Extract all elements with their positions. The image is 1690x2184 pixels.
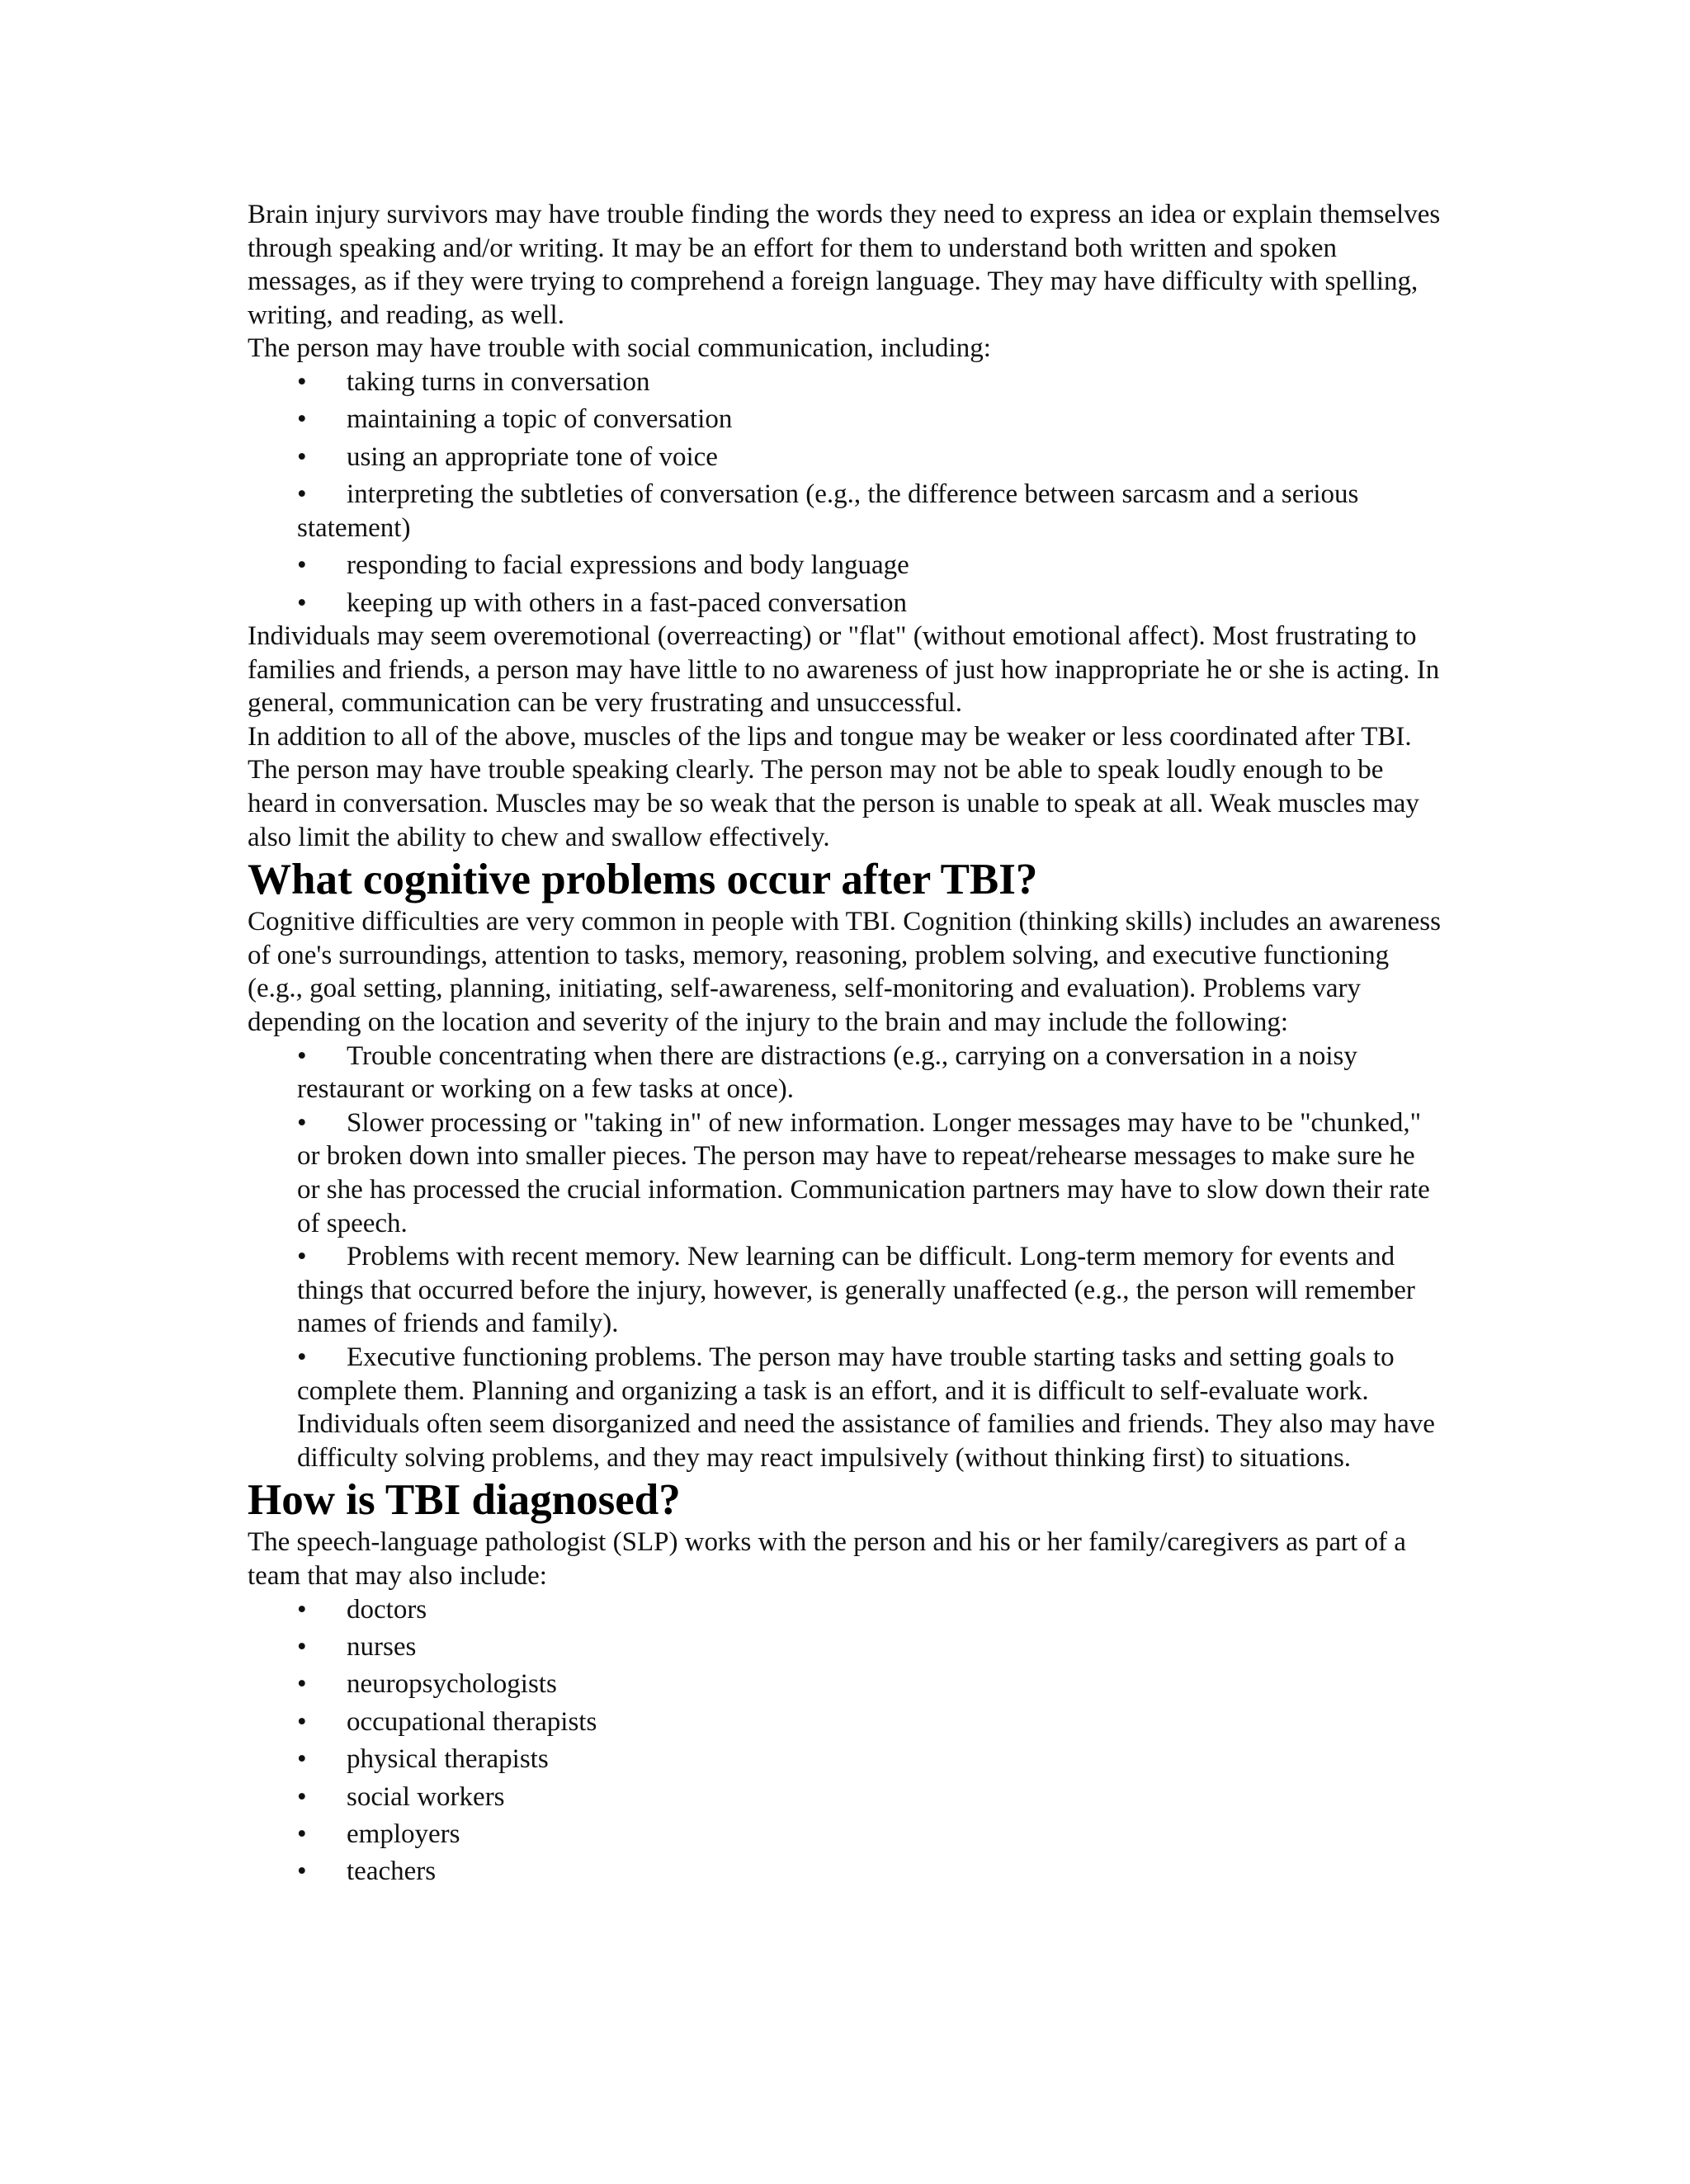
- bullet-icon: •: [297, 1669, 307, 1700]
- cognitive-problems-list: [248, 1040, 1444, 1475]
- bullet-icon: •: [297, 1107, 307, 1138]
- social-communication-list: [248, 366, 1444, 620]
- list-item: • Slower processing or "taking in" of new information. Longer messages may have to be "chunked," or broken down into smaller pieces. The person may have to repeat/rehearse messages to make sure he or she has processed the crucial information. Communication partners may have to slow down their rate of speech.: [297, 1107, 1430, 1238]
- paragraph-word-finding: Brain injury survivors may have trouble finding the words they need to express an idea or explain themselves through speaking and/or writing. It may be an effort for them to understand both written and spoken messages, as if they were trying to comprehend a foreign language. They may have difficulty with spelling, writing, and reading, as well.: [248, 200, 1441, 330]
- bullet-icon: •: [297, 1040, 307, 1071]
- list-item: • maintaining a topic of conversation: [297, 403, 1444, 436]
- list-item: • Problems with recent memory. New learning can be difficult. Long-term memory for events and things that occurred before the injury, however, is generally unaffected (e.g., the person will remember names of friends and family).: [297, 1242, 1415, 1339]
- list-item: • physical therapists: [297, 1743, 1444, 1776]
- document-page: [248, 198, 1444, 1889]
- bullet-icon: •: [297, 366, 307, 397]
- bullet-icon: •: [297, 1631, 307, 1662]
- list-item: • doctors: [297, 1593, 1444, 1627]
- list-item: • employers: [297, 1818, 1444, 1851]
- list-item: • Trouble concentrating when there are distractions (e.g., carrying on a conversation in a noisy restaurant or working on a few tasks at once).: [297, 1040, 1357, 1105]
- bullet-icon: •: [297, 404, 307, 435]
- bullet-icon: •: [297, 1744, 307, 1775]
- bullet-icon: •: [297, 1818, 307, 1849]
- heading-tbi-diagnosed: How is TBI diagnosed?: [248, 1476, 681, 1525]
- bullet-icon: •: [297, 479, 307, 510]
- bullet-icon: •: [297, 587, 307, 618]
- list-item: • occupational therapists: [297, 1705, 1444, 1739]
- list-item: • Executive functioning problems. The person may have trouble starting tasks and setting goals to complete them. Planning and organizing a task is an effort, and it is difficult to self-evaluate work. Individuals often seem disorganized and need the assistance of families and friends. They also may have difficulty solving problems, and they may react impulsively (without thinking first) to situations.: [297, 1342, 1435, 1473]
- list-item: • taking turns in conversation: [297, 366, 1444, 399]
- bullet-icon: •: [297, 1242, 307, 1272]
- paragraph-emotional: Individuals may seem overemotional (overreacting) or "flat" (without emotional affect). Most frustrating to families and friends, a person may have little to no awareness of just how inappropriate he or she is acting. In general, communication can be very frustrating and unsuccessful.: [248, 621, 1440, 719]
- team-members-list: [248, 1593, 1444, 1889]
- list-item: • teachers: [297, 1855, 1444, 1889]
- bullet-icon: •: [297, 550, 307, 581]
- paragraph-team-intro: The speech-language pathologist (SLP) works with the person and his or her family/caregivers as part of a team that may also include:: [248, 1527, 1406, 1591]
- paragraph-muscles: In addition to all of the above, muscles of the lips and tongue may be weaker or less coordinated after TBI. The person may have trouble speaking clearly. The person may not be able to speak loudly enough to be heard in conversation. Muscles may be so weak that the person is unable to speak at all. Weak muscles may also limit the ability to chew and swallow effectively.: [248, 721, 1419, 852]
- list-item: • neuropsychologists: [297, 1667, 1444, 1701]
- heading-cognitive-problems: What cognitive problems occur after TBI?: [248, 856, 1038, 904]
- list-item: • responding to facial expressions and body language: [297, 549, 1444, 583]
- paragraph-social-intro: The person may have trouble with social communication, including:: [248, 333, 991, 364]
- list-item: • interpreting the subtleties of conversation (e.g., the difference between sarcasm and a serious statement): [297, 479, 1359, 543]
- bullet-icon: •: [297, 441, 307, 472]
- bullet-icon: •: [297, 1706, 307, 1737]
- paragraph-cognitive-intro: Cognitive difficulties are very common in people with TBI. Cognition (thinking skills) includes an awareness of one's surroundings, attention to tasks, memory, reasoning, problem solving, and executive functioning (e.g., goal setting, planning, initiating, self-awareness, self-monitoring and evaluation). Problems vary depending on the location and severity of the injury to the brain and may include the following:: [248, 907, 1441, 1038]
- list-item: • keeping up with others in a fast-paced conversation: [297, 587, 1444, 620]
- bullet-icon: •: [297, 1856, 307, 1887]
- bullet-icon: •: [297, 1781, 307, 1812]
- list-item: • social workers: [297, 1781, 1444, 1814]
- list-item: • using an appropriate tone of voice: [297, 441, 1444, 474]
- bullet-icon: •: [297, 1342, 307, 1372]
- list-item: • nurses: [297, 1630, 1444, 1664]
- bullet-icon: •: [297, 1594, 307, 1625]
